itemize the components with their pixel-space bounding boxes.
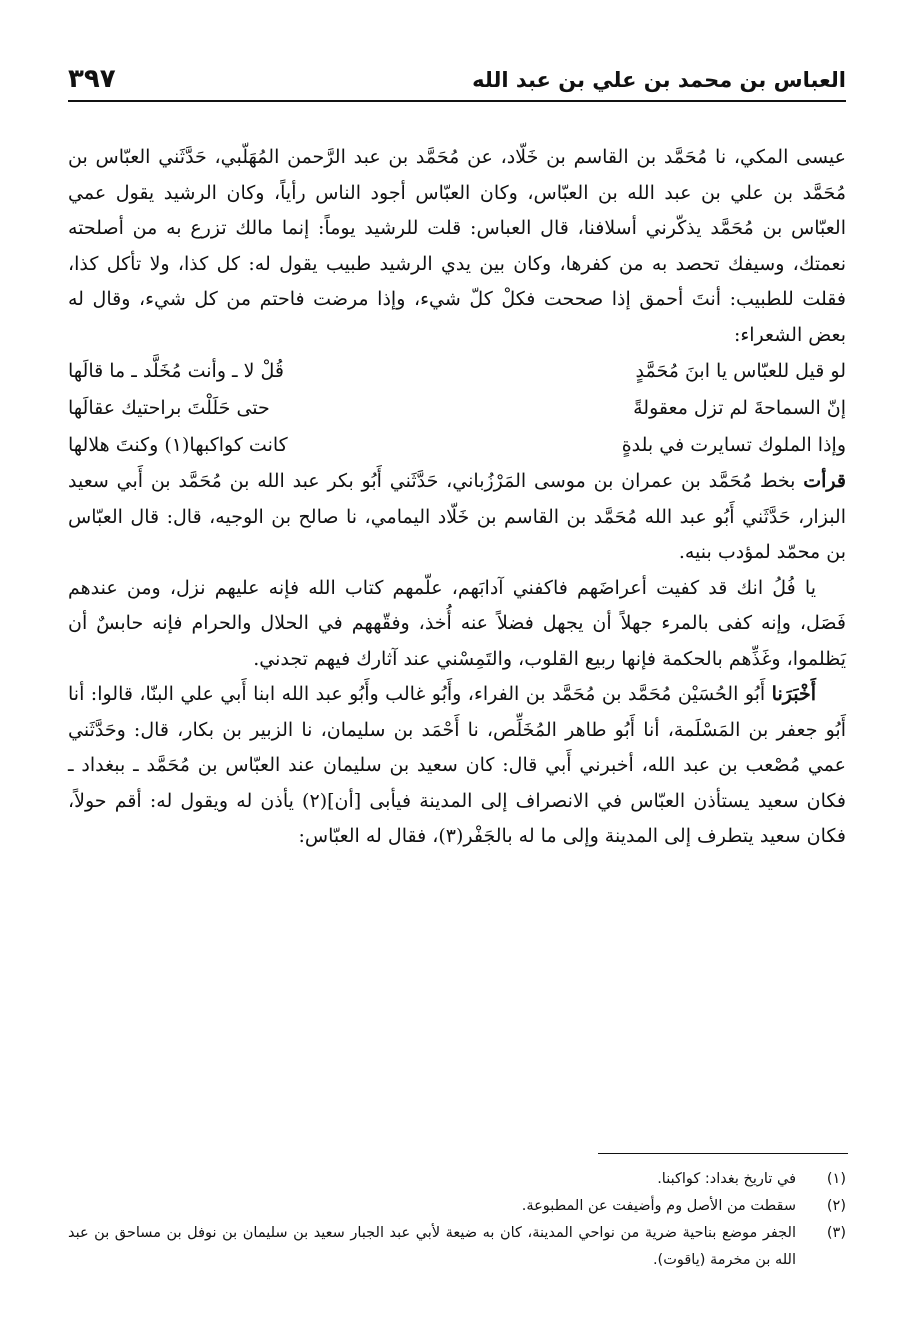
footnote-1-number: (١) [826,1171,846,1187]
paragraph-4-text: أَبُو الحُسَيْن مُحَمَّد بن مُحَمَّد بن الفراء، وأَبُو غالب وأَبُو عبد الله ابنا أَبي علي البنّا، قالوا: أنا أَبُو جعفر بن المَسْلَمة، أنا أَبُو طاهر المُخَلِّص، نا أَحْمَد بن سليمان، نا الزبير بن بكار، قال: وحَدَّثَني عمي مُصْعب بن عبد الله، أخبرني أَبي قال: كان سعيد بن سليمان عند العبّاس بن مُحَمَّد ـ ببغداد ـ فكان سعيد يستأذن العبّاس في الانصراف إلى المدينة فيأبى [أن](٢) يأذن له ويقول له: أقم حولاً، فكان سعيد يتطرف إلى المدينة وإلى ما له بالجَفْر(٣)، فقال له العبّاس: [68,683,846,847]
running-title: العباس بن محمد بن علي بن عبد الله [472,68,846,92]
main-text [68,140,846,855]
paragraph-2-text: بخط مُحَمَّد بن عمران بن موسى المَرْزُباني، حَدَّثَني أَبُو بكر عبد الله بن مُحَمَّد بن أَبي سعيد البزار، حَدَّثَني أَبُو عبد الله مُحَمَّد بن القاسم بن خَلّاد اليمامي، نا صالح بن الوجيه، قال: قال العبّاس بن محمّد لمؤدب بنيه. [68,470,846,563]
verse-2-second-hemistich: حتى حَلَلْتَ براحتيك عقالَها [68,397,270,419]
header-rule [68,100,846,102]
page-header [68,58,846,102]
verse-3-second-hemistich: كانت كواكبها(١) وكنتَ هلالها [68,434,288,456]
footnote-2-number: (٢) [826,1198,846,1214]
footnotes [68,1166,846,1274]
paragraph-2 [68,464,846,571]
footnote-3 [68,1220,846,1274]
footnote-2 [68,1193,846,1220]
verse-1 [68,353,846,390]
verse-3 [68,427,846,464]
footnote-3-number: (٣) [826,1225,846,1241]
page-number: ٣٩٧ [68,64,116,94]
paragraph-4-lead: أَخْبَرَنا [771,683,816,705]
verse-1-second-hemistich: قُلْ لا ـ وأنت مُخَلَّد ـ ما قالَها [68,360,284,382]
footnote-3-text: الجفر موضع بناحية ضرية من نواحي المدينة، كان به ضيعة لأبي عبد الجبار سعيد بن سليمان بن نوفل بن مساحق بن عبد الله بن مخرمة (ياقوت). [68,1225,796,1268]
verse-1-first-hemistich: لو قيل للعبّاس يا ابنَ مُحَمَّدٍ [635,360,846,382]
paragraph-3: يا فُلُ انك قد كفيت أعراضَهم فاكفني آدابَهم، علّمهم كتاب الله فإنه عليهم نزل، ومن عندهم فَصَل، وإنه كفى بالمرء جهلاً أن يجهل فضلاً عنه أُخذ، وفقّههم في الحلال والحرام فإنه حابسٌ أن يَظلموا، وغَذِّهم بالحكمة فإنها ربيع القلوب، والتَمِسْني عند آثارك فيهم تجدني. [68,576,846,670]
verse-2-first-hemistich: إنّ السماحةَ لم تزل معقولةً [633,397,846,419]
footnote-2-text: سقطت من الأصل وم وأضيفت عن المطبوعة. [521,1198,796,1214]
verse-2 [68,390,846,427]
paragraph-2-lead: قرأت [803,470,846,492]
footnote-rule [598,1153,848,1154]
verse-3-first-hemistich: وإذا الملوك تسايرت في بلدةٍ [621,434,846,456]
paragraph-1: عيسى المكي، نا مُحَمَّد بن القاسم بن خَلّاد، عن مُحَمَّد بن عبد الرَّحمن المُهَلّبي، حَدَّثَني العبّاس بن مُحَمَّد بن علي بن عبد الله بن العبّاس، وكان العبّاس أجود الناس رأياً، وكان الرشيد يقول عمي العبّاس بن مُحَمَّد يذكّرني أسلافنا، قال العباس: قلت للرشيد يوماً: إنما مالك تزرع به من أصلحته نعمتك، وسيفك تحصد به من كفرها، وكان بين يدي الرشيد طبيب يقول له: كل كذا، ولا تأكل كذا، فقلت للطبيب: أنتَ أحمق إذا صححت فكلْ كلّ شيء، وإذا مرضت فاحتم من كل شيء، وقال له بعض الشعراء: [68,146,846,346]
poem [68,353,846,464]
footnote-1 [68,1166,846,1193]
paragraph-4 [68,677,846,855]
footnote-1-text: في تاريخ بغداد: كواكبنا. [657,1171,796,1187]
